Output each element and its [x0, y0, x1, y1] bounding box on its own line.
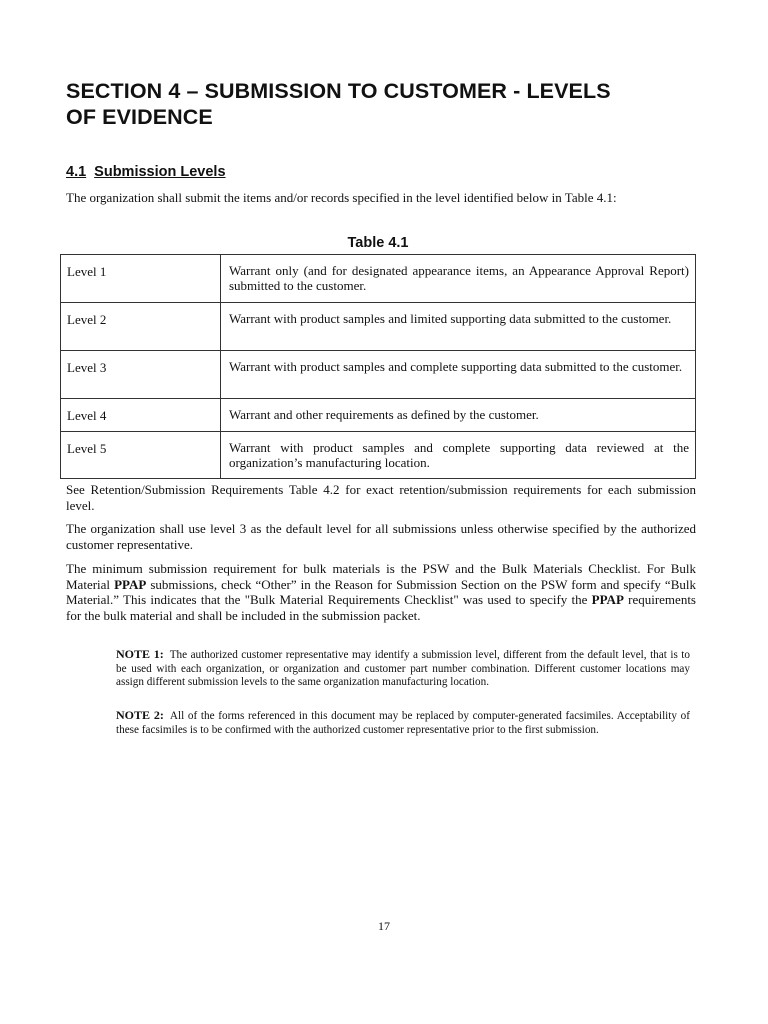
- table-row: [61, 255, 696, 303]
- table-row: [61, 432, 696, 479]
- page-number: 17: [378, 919, 390, 933]
- description-cell: Warrant with product samples and complete supporting data submitted to the customer.: [221, 351, 696, 399]
- table-row: [61, 399, 696, 432]
- table-row: [61, 303, 696, 351]
- ppap-term: PPAP: [114, 576, 147, 592]
- level-cell: Level 5: [61, 432, 221, 479]
- level-cell: Level 2: [61, 303, 221, 351]
- table-row: [61, 351, 696, 399]
- level-cell: Level 3: [61, 351, 221, 399]
- description-cell: Warrant and other requirements as defined by the customer.: [221, 399, 696, 432]
- section-title: [66, 78, 706, 130]
- section-title-line1: SECTION 4 – SUBMISSION TO CUSTOMER - LEVELS: [66, 79, 611, 103]
- description-cell: Warrant with product samples and complete supporting data reviewed at the organization’s manufacturing location.: [221, 432, 696, 479]
- intro-paragraph: The organization shall submit the items and/or records specified in the level identified below in Table 4.1:: [66, 190, 617, 205]
- text-span: submissions, check “Other” in the Reason for Submission Section on the PSW form and specify “Bulk Material.” This indicates that the "Bulk Material Requirements Checklist" was used to specify the: [66, 576, 696, 607]
- submission-levels-table: [60, 254, 696, 479]
- note-2: [116, 709, 690, 737]
- note-label: NOTE 1:: [116, 647, 164, 661]
- ppap-term: PPAP: [591, 592, 624, 607]
- description-cell: Warrant only (and for designated appearance items, an Appearance Approval Report) submitted to the customer.: [221, 255, 696, 303]
- level-cell: Level 1: [61, 255, 221, 303]
- note-label: NOTE 2:: [116, 708, 164, 722]
- subsection-number: 4.1: [66, 164, 87, 180]
- table-caption: Table 4.1: [347, 235, 409, 251]
- text-span: requirements for the bulk material and shall be included in the submission packet.: [66, 592, 696, 623]
- section-title-line2: OF EVIDENCE: [66, 105, 213, 129]
- bulk-materials-paragraph: [66, 561, 696, 623]
- text-span: The minimum submission requirement for bulk materials is the PSW and the Bulk Materials Checklist. For Bulk Material: [66, 561, 696, 592]
- note-1: [116, 648, 690, 690]
- level-cell: Level 4: [61, 399, 221, 432]
- retention-paragraph: See Retention/Submission Requirements Table 4.2 for exact retention/submission requirements for each submission level.: [66, 482, 696, 513]
- description-cell: Warrant with product samples and limited supporting data submitted to the customer.: [221, 303, 696, 351]
- default-level-paragraph: The organization shall use level 3 as the default level for all submissions unless otherwise specified by the authorized customer representative.: [66, 521, 696, 552]
- note-text: The authorized customer representative may identify a submission level, different from the default level, that is to be used with each organization, or organization and customer part number combination. Different customer locations may assign different submission levels to the same organization manufacturing location.: [116, 649, 690, 688]
- note-text: All of the forms referenced in this document may be replaced by computer-generated facsimiles. Acceptability of these facsimiles is to be confirmed with the authorized customer representative prior to the first submission.: [116, 710, 690, 736]
- subsection-heading: [66, 163, 226, 181]
- subsection-title: Submission Levels: [94, 164, 226, 180]
